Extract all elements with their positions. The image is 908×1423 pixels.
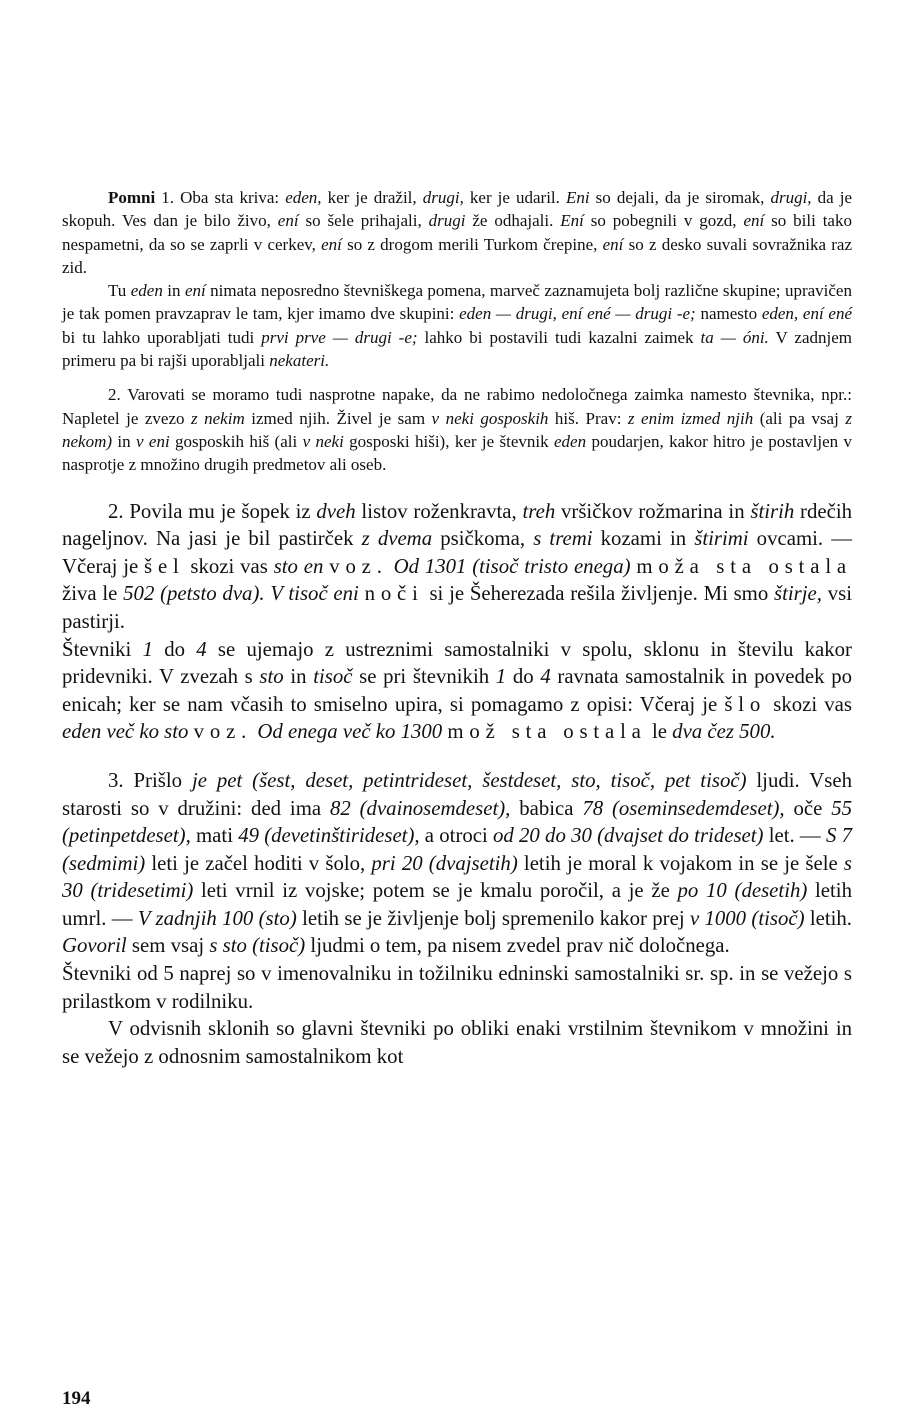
text-run: poudarjen, kakor hitro je postavljen v nasprotje z množino drugih predmetov ali oseb. xyxy=(62,431,852,475)
text-run: so bili tako nespametni, da so se zaprli v cerkev, xyxy=(62,211,852,254)
italic-run: po 10 (desetih) xyxy=(677,879,808,903)
italic-run: 55 (petinpetdeset), xyxy=(62,796,852,848)
italic-run: štirimi xyxy=(694,527,749,551)
text-run: se pri števnikih xyxy=(352,665,496,689)
italic-run: Od enega več ko 1300 xyxy=(257,720,443,744)
spaced-run: mož sta ostala xyxy=(447,720,647,744)
text-run: ovcami. — Včeraj je xyxy=(62,527,852,578)
italic-run: 502 (petsto dva). V tisoč eni xyxy=(123,582,359,606)
italic-run: Od 1301 (tisoč tristo enega) xyxy=(393,554,631,578)
italic-run: drugi, xyxy=(770,188,812,207)
spaced-run: noči xyxy=(364,582,424,606)
italic-run: z nekim xyxy=(191,408,245,428)
text-run: vsi pastirji. xyxy=(62,582,852,633)
italic-run: prvi prve — drugi -e; xyxy=(261,327,418,347)
italic-run: s 30 (tridesetimi) xyxy=(62,851,852,903)
text-run: psičkoma, xyxy=(432,527,534,551)
text-run: so z drogom merili Turkom črepine, xyxy=(341,234,603,254)
text-run: že odhajali. xyxy=(465,211,561,231)
text-run: da je skopuh. Ves dan je bilo živo, xyxy=(62,188,852,231)
text-run: skozi vas xyxy=(766,692,853,716)
text-run: let. — xyxy=(763,824,826,848)
italic-run: v eni xyxy=(135,431,170,451)
italic-run: ení xyxy=(602,234,624,254)
text-run: ker je dražil, xyxy=(321,188,423,207)
text-run: nimata neposredno števniškega pomena, marveč zaznamujeta bolj različne skupine; upravičen je tak pomen pravzaprav le tam, kjer imamo dve skupini: xyxy=(62,281,852,324)
text-run: mati xyxy=(190,824,239,848)
italic-run: nekateri. xyxy=(269,351,330,371)
spaced-run: voz. xyxy=(329,554,388,578)
italic-run: z enim izmed njih xyxy=(627,408,754,428)
italic-run: sto en xyxy=(273,554,324,578)
page-body xyxy=(62,186,852,1070)
italic-run: drugi, xyxy=(422,188,464,207)
text-run: in xyxy=(283,665,314,689)
text-run: do xyxy=(152,637,197,661)
text-run: lahko bi postavili tudi kazalni zaimek xyxy=(417,327,701,347)
text-run: ker je udaril. xyxy=(463,188,566,207)
italic-run: ení xyxy=(321,234,342,254)
italic-run: eden več ko sto xyxy=(62,720,189,744)
italic-run: 78 (oseminsedemdeset), xyxy=(582,796,785,820)
spaced-run: šlo xyxy=(724,692,767,716)
italic-run: V zadnjih xyxy=(137,906,217,930)
italic-run: s tremi xyxy=(533,527,593,551)
italic-run: S 7 (sedmimi) xyxy=(62,824,852,875)
italic-run: sto xyxy=(259,665,284,689)
text-run: 1. Oba sta kriva: xyxy=(155,188,286,207)
text-run: 2. Povila mu je šopek iz xyxy=(108,499,317,523)
text-run: in xyxy=(162,281,185,301)
text-run: gosposkih hiš (ali xyxy=(169,431,303,451)
italic-run: od 20 do 30 (dvajset do trideset) xyxy=(493,824,764,848)
text-run: ljudi. Vseh starosti so v družini: ded ima xyxy=(62,768,852,820)
paragraph xyxy=(62,279,852,372)
italic-run: z dvema xyxy=(361,527,433,551)
text-run: gosposki hiši), ker je števnik xyxy=(343,431,555,451)
text-run: oče xyxy=(784,796,832,820)
italic-run: 1 xyxy=(495,665,507,689)
text-run: Tu xyxy=(108,281,131,301)
text-run: so pobegnili v gozd, xyxy=(583,211,744,231)
text-run: listov roženkravta, xyxy=(355,499,523,523)
italic-run: v 1000 (tisoč) xyxy=(689,906,805,930)
italic-run: 1 xyxy=(142,637,153,661)
paragraph xyxy=(62,960,852,1015)
text-run: so z desko suvali sovražnika raz zid. xyxy=(62,234,852,277)
italic-run: drugi xyxy=(428,211,466,231)
spaced-run: voz. xyxy=(193,720,253,744)
text-run: V zadnjem primeru pa bi rajši uporabljali xyxy=(62,327,852,371)
paragraph xyxy=(62,1015,852,1070)
text-run: izmed njih. Živel je sam xyxy=(244,408,432,428)
text-run: letih se je življenje bolj spremenilo kakor prej xyxy=(296,906,690,930)
text-run: V odvisnih sklonih so glavni števniki po obliki enaki vrstilnim števnikom v množini in se vežejo z odnosnim samostalnikom kot xyxy=(62,1017,852,1068)
text-run: le xyxy=(646,720,673,744)
italic-run: v neki xyxy=(302,431,344,451)
italic-run: pri 20 (dvajsetih) xyxy=(371,851,518,875)
paragraph xyxy=(62,636,852,746)
italic-run: ení xyxy=(277,211,299,231)
italic-run: eden xyxy=(554,431,587,451)
italic-run: ta — óni. xyxy=(700,327,769,347)
italic-run: štirih xyxy=(750,499,795,523)
italic-run: ení xyxy=(184,281,206,301)
spaced-run: moža sta ostala xyxy=(636,554,852,578)
italic-run: dva čez 500. xyxy=(672,720,776,744)
italic-run: eden xyxy=(130,281,163,301)
text-run: namesto xyxy=(695,304,762,324)
text-run: letih umrl. — xyxy=(62,879,852,930)
paragraph xyxy=(62,186,852,279)
italic-run: 100 (sto) xyxy=(222,906,297,930)
italic-run: eden, ení ené xyxy=(761,304,853,324)
text-run: rdečih nageljnov. Na jasi je bil pastirček xyxy=(62,499,852,551)
text-run: bi tu lahko uporabljati tudi xyxy=(62,327,262,347)
italic-run: Govoril xyxy=(62,934,127,958)
text-run: a otroci xyxy=(419,824,493,848)
spaced-run: šel xyxy=(144,554,185,578)
text-run: hiš. Prav: xyxy=(548,408,628,428)
text-run: Števniki xyxy=(62,637,143,661)
paragraph xyxy=(62,498,852,636)
italic-run: z nekom) xyxy=(62,408,852,451)
italic-run: treh xyxy=(522,499,556,523)
text-run: (ali pa vsaj xyxy=(753,408,846,428)
text-run: letih. xyxy=(804,906,853,930)
italic-run: Eni xyxy=(565,188,590,207)
text-run: živa le xyxy=(62,582,124,606)
italic-run: s sto (tisoč) xyxy=(209,934,306,958)
italic-run: 82 (dvainosemdeset), xyxy=(329,796,511,820)
text-run: sem vsaj xyxy=(126,934,210,958)
italic-run: je pet (šest, deset, petintrideset, šestdeset, sto, tisoč, pet tisoč) xyxy=(191,768,747,792)
italic-run: 49 (devetinštirideset), xyxy=(238,824,420,848)
text-run: so šele prihajali, xyxy=(298,211,429,231)
text-run: 2. Varovati se moramo tudi nasprotne napake, da ne rabimo nedoločnega zaimka namesto števnika, npr.: Napletel je zvezo xyxy=(62,385,852,428)
text-run: se ujemajo z ustreznimi samostalniki v spolu, sklonu in številu kakor pridevniki. V zvezah s xyxy=(62,637,852,689)
text-run: so dejali, da je siromak, xyxy=(589,188,771,207)
italic-run: tisoč xyxy=(313,665,353,689)
paragraph xyxy=(62,767,852,960)
italic-run: dveh xyxy=(316,499,356,523)
italic-run: ení xyxy=(743,211,765,231)
bold-run: Pomni xyxy=(108,188,156,207)
text-run: ljudmi o tem, pa nisem zvedel prav nič določnega. xyxy=(305,934,730,958)
text-run: skozi vas xyxy=(184,554,274,578)
italic-run: Ení xyxy=(560,211,584,231)
italic-run: v neki gosposkih xyxy=(431,408,549,428)
italic-run: eden — drugi, ení ené — drugi -e; xyxy=(459,304,696,324)
text-run: leti vrnil iz vojske; potem se je kmalu poročil, a je že xyxy=(193,879,678,903)
text-run: vršičkov rožmarina in xyxy=(555,499,751,523)
text-run: babica xyxy=(510,796,583,820)
italic-run: 4 xyxy=(540,665,551,689)
paragraph xyxy=(62,383,852,476)
text-run: leti je začel hoditi v šolo, xyxy=(145,851,372,875)
text-run: in xyxy=(112,431,136,451)
text-run: 3. Prišlo xyxy=(108,768,192,792)
text-run: letih je moral k vojakom in se je šele xyxy=(517,851,844,875)
text-run: do xyxy=(506,665,541,689)
text-run: Števniki od 5 naprej so v imenovalniku in tožilniku edninski samostalniki sr. sp. in se vežejo s prilastkom v rodilniku. xyxy=(62,962,852,1013)
text-run: ravnata samostalnik in povedek po enicah; ker se nam včasih to smiselno upira, si pomagamo z opisi: Včeraj je xyxy=(62,665,853,716)
italic-run: eden, xyxy=(285,188,322,207)
italic-run: štirje, xyxy=(774,582,822,606)
page-number: 194 xyxy=(62,1388,91,1409)
text-run: kozami in xyxy=(592,527,695,551)
italic-run: 4 xyxy=(196,637,207,661)
text-run: si je Šeherezada rešila življenje. Mi smo xyxy=(423,582,775,606)
